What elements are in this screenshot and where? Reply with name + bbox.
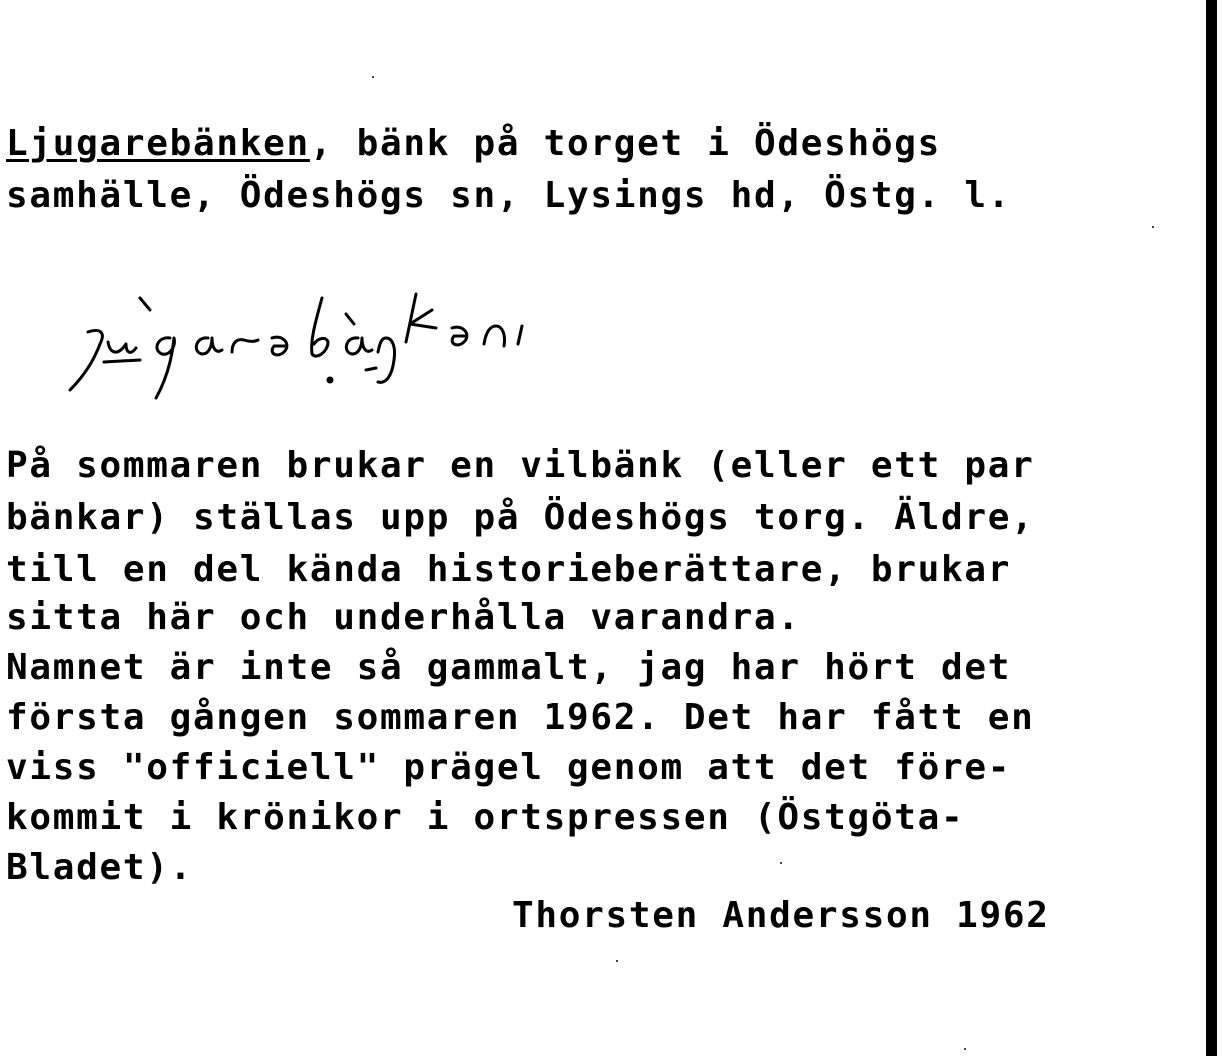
speck	[616, 960, 618, 962]
headword: Ljugarebänken	[6, 123, 310, 164]
body-line-6: första gången sommaren 1962. Det har fått en	[6, 697, 1035, 738]
header-line-1	[6, 123, 941, 164]
speck	[372, 76, 374, 78]
body-line-7: viss "officiell" prägel genom att det före-	[6, 747, 1012, 788]
body-line-2: bänkar) ställas upp på Ödeshögs torg. Äldre,	[6, 497, 1035, 538]
body-line-8: kommit i krönikor i ortspressen (Östgöta-	[6, 797, 965, 838]
speck	[780, 862, 782, 864]
body-line-9: Bladet).	[6, 847, 193, 888]
header-line-1-rest: , bänk på torget i Ödeshögs	[309, 123, 941, 164]
body-line-1: På sommaren brukar en vilbänk (eller ett par	[6, 445, 1035, 486]
speck	[1152, 226, 1154, 228]
body-line-3: till en del kända historieberättare, brukar	[6, 549, 1012, 590]
signature: Thorsten Andersson 1962	[512, 895, 1050, 936]
handwritten-phonetic-transcription	[60, 280, 600, 410]
header-line-2: samhälle, Ödeshögs sn, Lysings hd, Östg. l.	[6, 175, 1012, 216]
body-line-5: Namnet är inte så gammalt, jag har hört det	[6, 647, 1012, 688]
body-line-4: sitta här och underhålla varandra.	[6, 597, 801, 638]
card-edge-divider	[1206, 0, 1217, 1056]
speck	[964, 1048, 966, 1050]
